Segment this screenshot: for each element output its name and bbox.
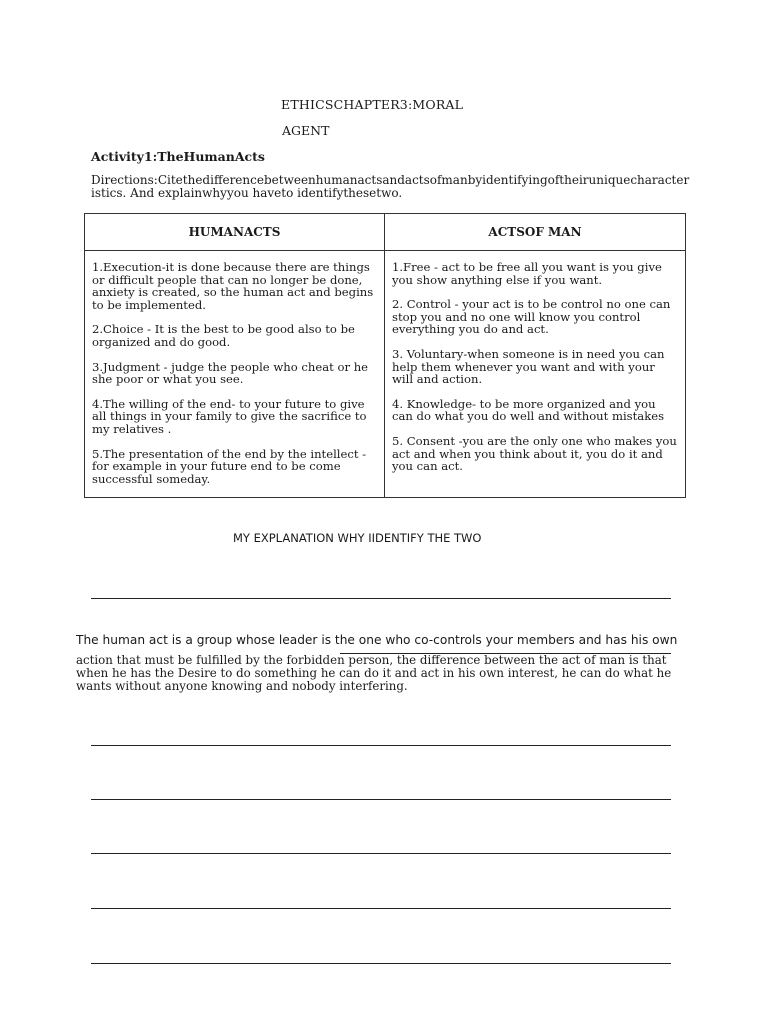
table-header-row (85, 214, 686, 251)
answer-text-line: wants without anyone knowing and nobody interfering. (76, 679, 408, 693)
answer-text (76, 654, 688, 693)
human-acts-header: HUMANACTS (85, 214, 385, 251)
acts-of-man-header: ACTSOF MAN (385, 214, 686, 251)
directions-line-1: Directions:Citethedifferencebetweenhumanactsandactsofmanbyidentifyingoftheiruniquecharacter (91, 173, 690, 187)
answer-text-line-1: The human act is a group whose leader is the one who co-controls your members and has his own (76, 633, 678, 647)
act-of-man-item: 2. Control - your act is to be control no one can stop you and no one will know you control everything you do and act. (392, 297, 671, 337)
act-of-man-item: 3. Voluntary-when someone is in need you can help them whenever you want and with your will and action. (392, 346, 665, 387)
answer-line (91, 799, 671, 800)
act-of-man-item: 5. Consent -you are the only one who makes you act and when you think about it, you do it and you can act. (392, 433, 677, 474)
acts-of-man-cell (385, 251, 686, 498)
explanation-heading: MY EXPLANATION WHY IIDENTIFY THE TWO (233, 531, 482, 545)
directions-text (91, 174, 711, 200)
directions-line-2: istics. And explainwhyyou haveto identifythesetwo. (91, 186, 403, 200)
human-acts-cell (85, 251, 385, 498)
activity-title: Activity1:TheHumanActs (91, 149, 265, 164)
answer-line (91, 853, 671, 854)
human-act-item: 4.The willing of the end- to your future to give all things in your family to give the sacrifice to my relatives . (92, 396, 367, 436)
answer-text-line: action that must be fulfilled by the forbidden person, the difference between the act of man is that (76, 653, 667, 667)
act-of-man-item: 1.Free - act to be free all you want is you give you show anything else if you want. (392, 260, 662, 287)
answer-text-line: when he has the Desire to do something he can do it and act in his own interest, he can do what he (76, 666, 672, 680)
act-of-man-item: 4. Knowledge- to be more organized and you can do what you do well and without mistakes (392, 396, 665, 424)
chapter-title: ETHICSCHAPTER3:MORAL (281, 97, 464, 112)
human-act-item: 1.Execution-it is done because there are things or difficult people that can no longer be done, anxiety is created, so the human act and begins to be implemented. (92, 260, 374, 312)
answer-line (91, 745, 671, 746)
answer-line (91, 908, 671, 909)
table-row (85, 251, 686, 498)
answer-line (91, 598, 671, 599)
answer-line (91, 963, 671, 964)
human-act-item: 2.Choice - It is the best to be good also to be organized and do good. (92, 322, 355, 349)
comparison-table (84, 213, 686, 498)
human-act-item: 5.The presentation of the end by the intellect - for example in your future end to be come successful someday. (92, 446, 367, 486)
human-act-item: 3.Judgment - judge the people who cheat or he she poor or what you see. (92, 359, 369, 387)
chapter-subtitle: AGENT (282, 123, 330, 138)
